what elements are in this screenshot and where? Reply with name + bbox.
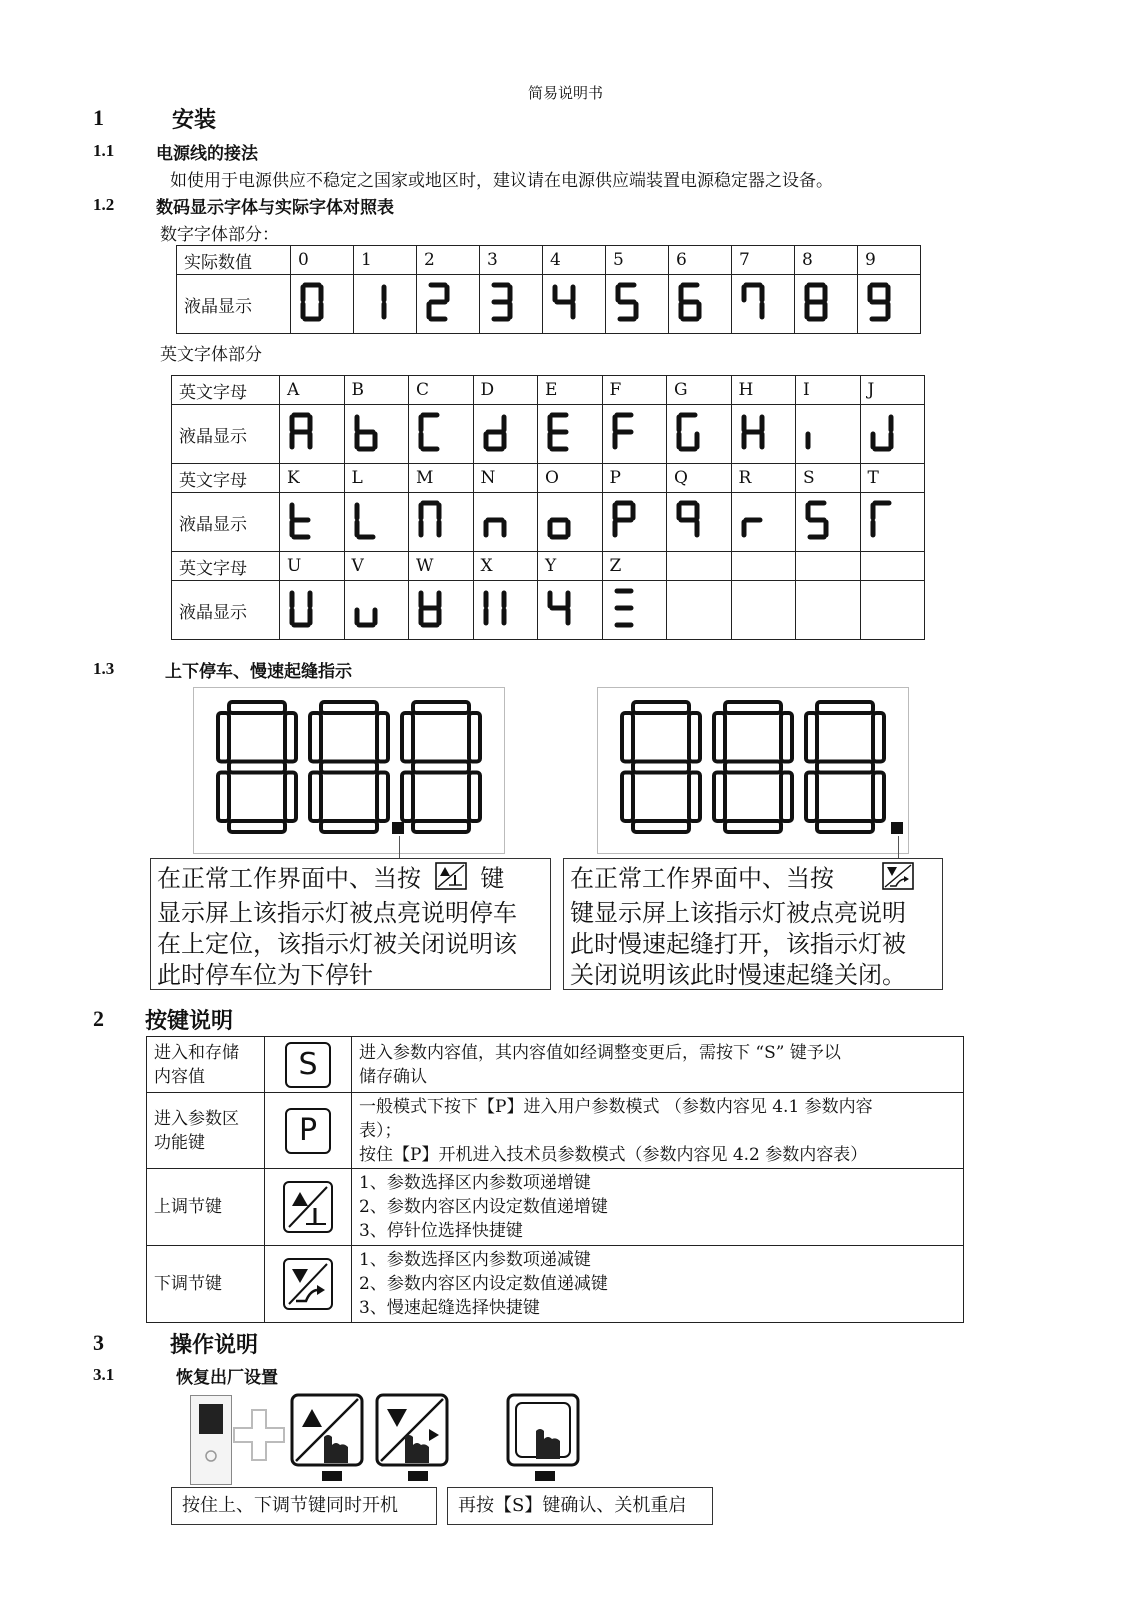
segment (321, 702, 377, 713)
lcd-cell (669, 275, 732, 334)
key-icon-cell (265, 1169, 352, 1246)
segment (806, 713, 817, 762)
desc-line: 储存确认 (359, 1066, 427, 1087)
subsection-number: 1.1 (93, 141, 115, 160)
lcd-cell (602, 493, 667, 552)
cell: V (344, 552, 409, 581)
lcd-cell (731, 581, 796, 640)
cell: O (538, 464, 603, 493)
caption: 数字字体部分： (160, 225, 279, 245)
segment (817, 821, 873, 832)
lcd-glyph-icon (353, 587, 379, 629)
cell: D (473, 376, 538, 405)
lcd-cell (732, 275, 795, 334)
segment (402, 713, 413, 762)
lcd-cell (860, 493, 925, 552)
lcd-cell (480, 275, 543, 334)
section-number: 1 (93, 105, 104, 130)
lcd-glyph-icon (869, 499, 895, 541)
indicator-note-softstart (563, 858, 943, 990)
lcd-cell (280, 405, 345, 464)
segment (229, 821, 285, 832)
pointer-line (399, 836, 400, 858)
cell: 4 (543, 246, 606, 275)
row-label: 英文字母 (172, 464, 280, 493)
cell: K (280, 464, 345, 493)
segment (714, 773, 725, 822)
subsection-title: 数码显示字体与实际字体对照表 (156, 198, 394, 218)
digit-table (176, 245, 921, 334)
document-header: 简易说明书 (527, 84, 603, 102)
lcd-cell (731, 405, 796, 464)
cell: 9 (858, 246, 921, 275)
row-label: 液晶显示 (177, 275, 291, 334)
cell: 1 (354, 246, 417, 275)
lcd-display-softstart (597, 687, 909, 854)
subsection-number: 1.2 (93, 195, 115, 214)
lcd-glyph-icon (611, 499, 637, 541)
lcd-cell (543, 275, 606, 334)
lcd-display-stop (193, 687, 505, 854)
s-key-icon: S (285, 1042, 331, 1088)
lcd-glyph-icon (288, 587, 314, 629)
segment (633, 702, 689, 713)
up-needle-icon (283, 1181, 333, 1233)
key-name: 上调节键 (147, 1169, 265, 1246)
lcd-cell (860, 405, 925, 464)
lcd-cell (860, 581, 925, 640)
step-caption: 按住上、下调节键同时开机 (171, 1487, 437, 1525)
cell (731, 552, 796, 581)
lcd-glyph-icon (804, 411, 830, 453)
segment (413, 702, 469, 713)
segment (285, 713, 296, 762)
step-caption: 再按【S】键确认、关机重启 (447, 1487, 713, 1525)
segment (714, 713, 725, 762)
cell: G (667, 376, 732, 405)
lcd-glyph-icon (482, 499, 508, 541)
lcd-glyph-icon (288, 499, 314, 541)
desc-line: 1、参数选择区内参数项递减键 (359, 1250, 591, 1270)
lcd-glyph-icon (677, 281, 703, 323)
key-name: 进入和存储 内容值 (147, 1037, 265, 1093)
lcd-cell (538, 493, 603, 552)
subsection-title: 上下停车、慢速起缝指示 (165, 662, 352, 682)
cell: 3 (480, 246, 543, 275)
lcd-glyph-icon (353, 411, 379, 453)
subsection-title: 恢复出厂设置 (176, 1368, 278, 1388)
letter-table (171, 375, 925, 640)
lcd-cell (538, 581, 603, 640)
down-softstart-icon (283, 1258, 333, 1310)
lcd-cell (796, 493, 861, 552)
cell: T (860, 464, 925, 493)
segment (725, 821, 781, 832)
lcd-cell (291, 275, 354, 334)
cell: W (409, 552, 474, 581)
key-desc (352, 1246, 964, 1323)
lcd-cell (409, 581, 474, 640)
segment (310, 773, 321, 822)
key-icon-cell (265, 1246, 352, 1323)
segment (781, 713, 792, 762)
lcd-glyph-icon (482, 411, 508, 453)
segment (725, 702, 781, 713)
desc-line: 3、慢速起缝选择快捷键 (359, 1298, 540, 1318)
pointer-line (898, 836, 899, 858)
key-desc (352, 1037, 964, 1093)
desc-line: 进入参数内容值，其内容值如经调整变更后，需按下 “S” 键予以 (359, 1042, 841, 1063)
desc-line: 3、停针位选择快捷键 (359, 1221, 523, 1241)
lcd-glyph-icon (546, 499, 572, 541)
cell: I (796, 376, 861, 405)
segment (622, 713, 633, 762)
lcd-glyph-icon (353, 499, 379, 541)
segment (689, 773, 700, 822)
cell: 2 (417, 246, 480, 275)
lcd-glyph-icon (546, 587, 572, 629)
cell: J (860, 376, 925, 405)
lcd-cell (731, 493, 796, 552)
press-indicator-icon (535, 1471, 555, 1481)
key-icon-cell (265, 1037, 352, 1093)
cell (796, 552, 861, 581)
cell: 8 (795, 246, 858, 275)
lcd-cell (417, 275, 480, 334)
subsection-title: 电源线的接法 (156, 144, 258, 164)
lcd-glyph-icon (551, 281, 577, 323)
seven-seg-888-icon (598, 688, 908, 853)
cell: Z (602, 552, 667, 581)
lcd-glyph-icon (675, 499, 701, 541)
lcd-glyph-icon (804, 499, 830, 541)
note-line: 键 (480, 864, 505, 893)
indicator-note-stop (150, 858, 551, 990)
lcd-cell (795, 275, 858, 334)
desc-line: 按住【P】开机进入技术员参数模式（参数内容见 4.2 参数内容表） (359, 1144, 868, 1165)
segment (229, 762, 285, 773)
key-row (147, 1037, 964, 1093)
key-desc (352, 1169, 964, 1246)
lcd-glyph-icon (611, 587, 637, 629)
cell: S (796, 464, 861, 493)
lcd-glyph-icon (362, 281, 388, 323)
cell: 0 (291, 246, 354, 275)
down-softstart-icon (882, 862, 914, 898)
row-label: 液晶显示 (172, 405, 280, 464)
cell: B (344, 376, 409, 405)
lcd-cell (344, 493, 409, 552)
lcd-glyph-icon (740, 281, 766, 323)
key-icon-cell (265, 1093, 352, 1169)
desc-line: 表）； (359, 1120, 402, 1141)
cell: H (731, 376, 796, 405)
segment (633, 821, 689, 832)
lcd-cell (409, 493, 474, 552)
cell: L (344, 464, 409, 493)
lcd-glyph-icon (299, 281, 325, 323)
lcd-cell (280, 581, 345, 640)
row-label: 英文字母 (172, 376, 280, 405)
p-key-icon: P (285, 1108, 331, 1154)
note-line: 在上定位，该指示灯被关闭说明该 (157, 930, 517, 958)
key-row (147, 1169, 964, 1246)
lcd-cell (606, 275, 669, 334)
lcd-cell (667, 493, 732, 552)
segment (873, 713, 884, 762)
key-table (146, 1036, 964, 1323)
lcd-glyph-icon (866, 281, 892, 323)
lcd-glyph-icon (675, 411, 701, 453)
indicator-dot (392, 822, 404, 834)
lcd-cell (667, 581, 732, 640)
subsection-number: 1.3 (93, 659, 115, 678)
cell: E (538, 376, 603, 405)
cell: X (473, 552, 538, 581)
lcd-cell (280, 493, 345, 552)
s-key-press-icon (506, 1393, 580, 1467)
note-line: 键显示屏上该指示灯被点亮说明 (570, 899, 906, 927)
lcd-cell (796, 405, 861, 464)
segment (873, 773, 884, 822)
lcd-glyph-icon (614, 281, 640, 323)
paragraph: 如使用于电源供应不稳定之国家或地区时，建议请在电源供应端装置电源稳定器之设备。 (170, 171, 833, 191)
lcd-cell (473, 493, 538, 552)
segment (469, 773, 480, 822)
lcd-cell (858, 275, 921, 334)
press-indicator-icon (322, 1471, 342, 1481)
segment (817, 702, 873, 713)
cell: 7 (732, 246, 795, 275)
section-number: 3 (93, 1330, 104, 1355)
lcd-cell (344, 405, 409, 464)
row-label: 英文字母 (172, 552, 280, 581)
key-name: 下调节键 (147, 1246, 265, 1323)
up-key-press-icon (290, 1393, 364, 1467)
seven-seg-888-icon (194, 688, 504, 853)
desc-line: 2、参数内容区内设定数值递减键 (359, 1274, 608, 1294)
cell: Y (538, 552, 603, 581)
segment (725, 762, 781, 773)
segment (689, 713, 700, 762)
lcd-glyph-icon (869, 411, 895, 453)
key-row (147, 1246, 964, 1323)
lcd-cell (344, 581, 409, 640)
segment (229, 702, 285, 713)
cell: F (602, 376, 667, 405)
lcd-glyph-icon (288, 411, 314, 453)
lcd-glyph-icon (488, 281, 514, 323)
plus-icon (232, 1408, 286, 1462)
cell: 6 (669, 246, 732, 275)
section-title: 操作说明 (170, 1333, 259, 1358)
row-label: 液晶显示 (172, 581, 280, 640)
lcd-glyph-icon (417, 499, 443, 541)
segment (633, 762, 689, 773)
lcd-cell (602, 405, 667, 464)
segment (310, 713, 321, 762)
lcd-glyph-icon (546, 411, 572, 453)
note-line: 在正常工作界面中、当按 (570, 864, 834, 893)
section-number: 2 (93, 1006, 104, 1031)
caption: 英文字体部分 (160, 345, 262, 365)
indicator-dot (891, 822, 903, 834)
up-needle-icon (435, 862, 467, 898)
desc-line: 一般模式下按下【P】进入用户参数模式 （参数内容见 4.1 参数内容 (359, 1096, 873, 1117)
cell: C (409, 376, 474, 405)
subsection-number: 3.1 (93, 1365, 115, 1384)
key-name: 进入参数区 功能键 (147, 1093, 265, 1169)
segment (377, 713, 388, 762)
segment (402, 773, 413, 822)
lcd-glyph-icon (482, 587, 508, 629)
row-label: 实际数值 (177, 246, 291, 275)
segment (218, 773, 229, 822)
lcd-glyph-icon (740, 411, 766, 453)
segment (413, 821, 469, 832)
segment (321, 821, 377, 832)
lcd-glyph-icon (740, 499, 766, 541)
cell: U (280, 552, 345, 581)
desc-line: 1、参数选择区内参数项递增键 (359, 1173, 591, 1193)
segment (377, 773, 388, 822)
lcd-cell (409, 405, 474, 464)
press-indicator-icon (408, 1471, 428, 1481)
cell: N (473, 464, 538, 493)
segment (321, 762, 377, 773)
lcd-glyph-icon (611, 411, 637, 453)
down-key-press-icon (375, 1393, 449, 1467)
cell: A (280, 376, 345, 405)
note-line: 显示屏上该指示灯被点亮说明停车 (157, 899, 517, 927)
cell: 5 (606, 246, 669, 275)
lcd-cell (602, 581, 667, 640)
segment (413, 762, 469, 773)
note-line: 在正常工作界面中、当按 (157, 864, 421, 893)
cell: P (602, 464, 667, 493)
power-switch-icon (190, 1395, 232, 1485)
segment (806, 773, 817, 822)
lcd-cell (667, 405, 732, 464)
segment (622, 773, 633, 822)
cell (860, 552, 925, 581)
section-title: 安装 (172, 108, 217, 133)
desc-line: 2、参数内容区内设定数值递增键 (359, 1197, 608, 1217)
lcd-cell (538, 405, 603, 464)
lcd-cell (796, 581, 861, 640)
cell (667, 552, 732, 581)
lcd-cell (473, 405, 538, 464)
segment (781, 773, 792, 822)
cell: Q (667, 464, 732, 493)
lcd-glyph-icon (803, 281, 829, 323)
segment (469, 713, 480, 762)
row-label: 液晶显示 (172, 493, 280, 552)
key-row (147, 1093, 964, 1169)
lcd-glyph-icon (425, 281, 451, 323)
cell: R (731, 464, 796, 493)
lcd-cell (473, 581, 538, 640)
segment (285, 773, 296, 822)
section-title: 按键说明 (145, 1009, 234, 1034)
note-line: 此时慢速起缝打开，该指示灯被 (570, 930, 906, 958)
segment (218, 713, 229, 762)
cell: M (409, 464, 474, 493)
key-desc (352, 1093, 964, 1169)
note-line: 此时停车位为下停针 (157, 961, 373, 989)
note-line: 关闭说明该此时慢速起缝关闭。 (570, 961, 906, 989)
lcd-glyph-icon (417, 587, 443, 629)
lcd-cell (354, 275, 417, 334)
segment (817, 762, 873, 773)
lcd-glyph-icon (417, 411, 443, 453)
